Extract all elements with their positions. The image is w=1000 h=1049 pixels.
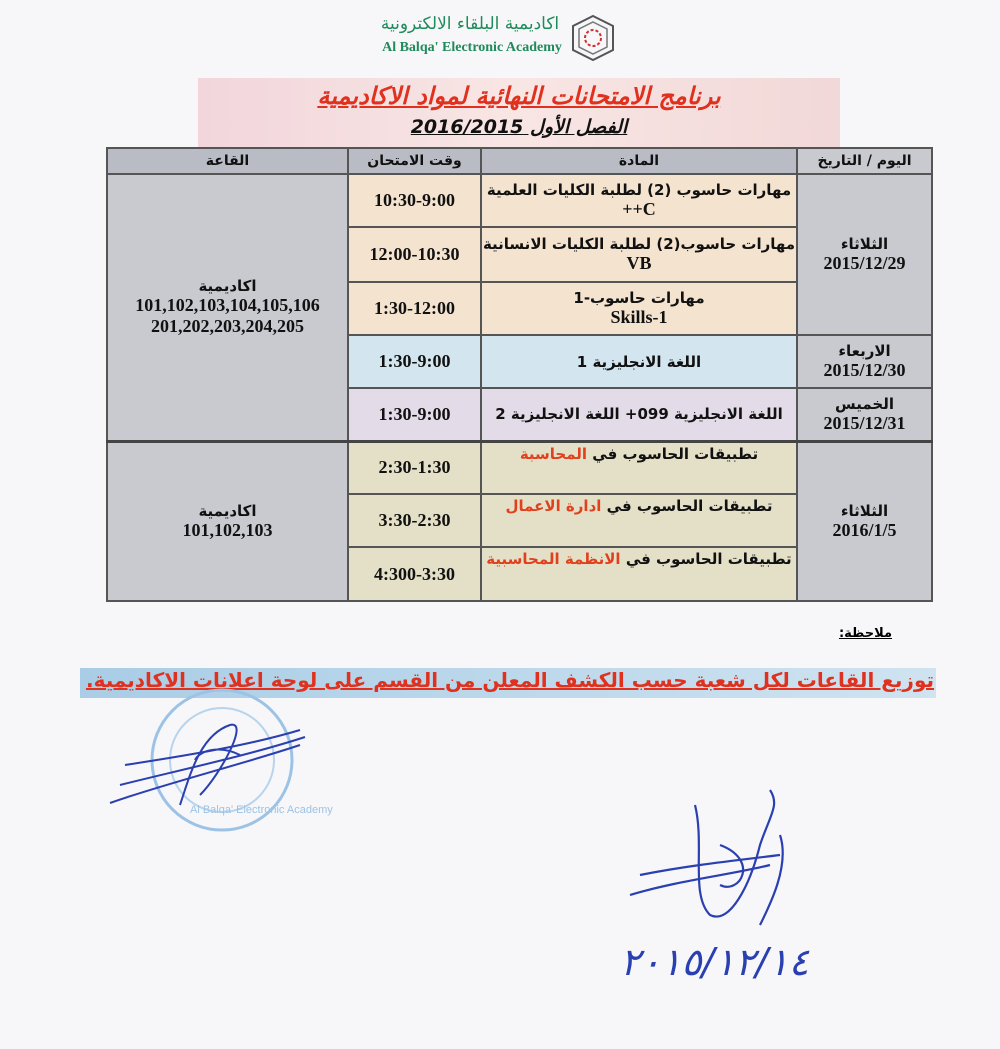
table-row: [107, 174, 932, 227]
subject-prefix: تطبيقات الحاسوب في: [625, 550, 792, 568]
academy-logo: [375, 12, 625, 67]
logo-english-text: Al Balqa' Electronic Academy: [382, 40, 562, 55]
date-label: 2015/12/31: [823, 412, 906, 433]
subject-cell: اللغة الانجليزية 099+ اللغة الانجليزية 2: [481, 388, 797, 441]
time-cell: 2:30-1:30: [348, 441, 481, 494]
subject-cell: [481, 494, 797, 547]
subject-highlight: المحاسبة: [519, 444, 588, 463]
hall-rooms: 101,102,103: [182, 519, 273, 540]
subject-highlight: ادارة الاعمال: [505, 497, 602, 515]
day-label: الثلاثاء: [840, 501, 889, 520]
subject-name: مهارات حاسوب-1: [573, 289, 705, 307]
logo-emblem-icon: [568, 14, 618, 62]
header-date: اليوم / التاريخ: [797, 148, 932, 174]
time-cell: 1:30-12:00: [348, 282, 481, 335]
table-row: [107, 441, 932, 494]
day-label: الخميس: [835, 394, 894, 413]
subject-highlight: الانظمة المحاسبية: [486, 550, 621, 568]
handwritten-date-text: ٢٠١٥/١٢/١٤: [620, 940, 809, 984]
header-hall: القاعة: [107, 148, 348, 174]
subject-name: مهارات حاسوب (2) لطلبة الكليات العلمية: [486, 181, 792, 199]
note-text: توزيع القاعات لكل شعبة حسب الكشف المعلن من القسم على لوحة اعلانات الاكاديمية.: [85, 668, 934, 692]
time-cell: 3:30-2:30: [348, 494, 481, 547]
page-title: برنامج الامتحانات النهائية لمواد الاكاديمية: [317, 82, 721, 110]
logo-arabic-text: اكاديمية البلقاء الالكترونية: [380, 14, 560, 34]
hall-rooms: 101,102,103,104,105,106: [135, 295, 320, 316]
table-header-row: [107, 148, 932, 174]
subject-cell: [481, 227, 797, 282]
time-cell: 12:00-10:30: [348, 227, 481, 282]
subject-prefix: تطبيقات الحاسوب في: [606, 497, 773, 515]
semester-subtitle: الفصل الأول 2016/2015: [410, 116, 628, 138]
hall-name: اكاديمية: [198, 277, 257, 296]
hall-name: اكاديمية: [198, 501, 257, 520]
subject-code: C++: [622, 199, 656, 219]
exam-schedule-table: [106, 147, 933, 602]
note-label: ملاحظة:: [838, 626, 892, 641]
signature-1-icon: [100, 715, 320, 815]
subject-cell: [481, 282, 797, 335]
time-cell: 1:30-9:00: [348, 388, 481, 441]
hall-cell: [107, 441, 348, 601]
stamp-text: Al Balqa' Electronic Academy: [190, 804, 333, 816]
date-cell: [797, 335, 932, 388]
subject-prefix: تطبيقات الحاسوب في: [592, 444, 759, 463]
date-label: 2015/12/29: [823, 253, 906, 273]
subject-cell: اللغة الانجليزية 1: [481, 335, 797, 388]
date-cell: [797, 441, 932, 601]
handwritten-date: [610, 930, 840, 990]
subject-name: مهارات حاسوب(2) لطلبة الكليات الانسانية: [482, 235, 796, 253]
time-cell: 4:300-3:30: [348, 547, 481, 601]
date-cell: [797, 388, 932, 441]
day-label: الاربعاء: [838, 342, 891, 360]
day-label: الثلاثاء: [840, 235, 889, 253]
date-cell: [797, 174, 932, 335]
subject-cell: [481, 547, 797, 601]
subject-cell: [481, 441, 797, 494]
date-label: 2016/1/5: [832, 519, 897, 540]
time-cell: 1:30-9:00: [348, 335, 481, 388]
hall-cell: [107, 174, 348, 441]
subject-code: Skills-1: [610, 307, 668, 327]
hall-rooms: 201,202,203,204,205: [151, 316, 304, 337]
header-time: وقت الامتحان: [348, 148, 481, 174]
header-subject: المادة: [481, 148, 797, 174]
time-cell: 10:30-9:00: [348, 174, 481, 227]
subject-code: VB: [626, 253, 652, 273]
subject-cell: [481, 174, 797, 227]
date-label: 2015/12/30: [823, 360, 906, 380]
